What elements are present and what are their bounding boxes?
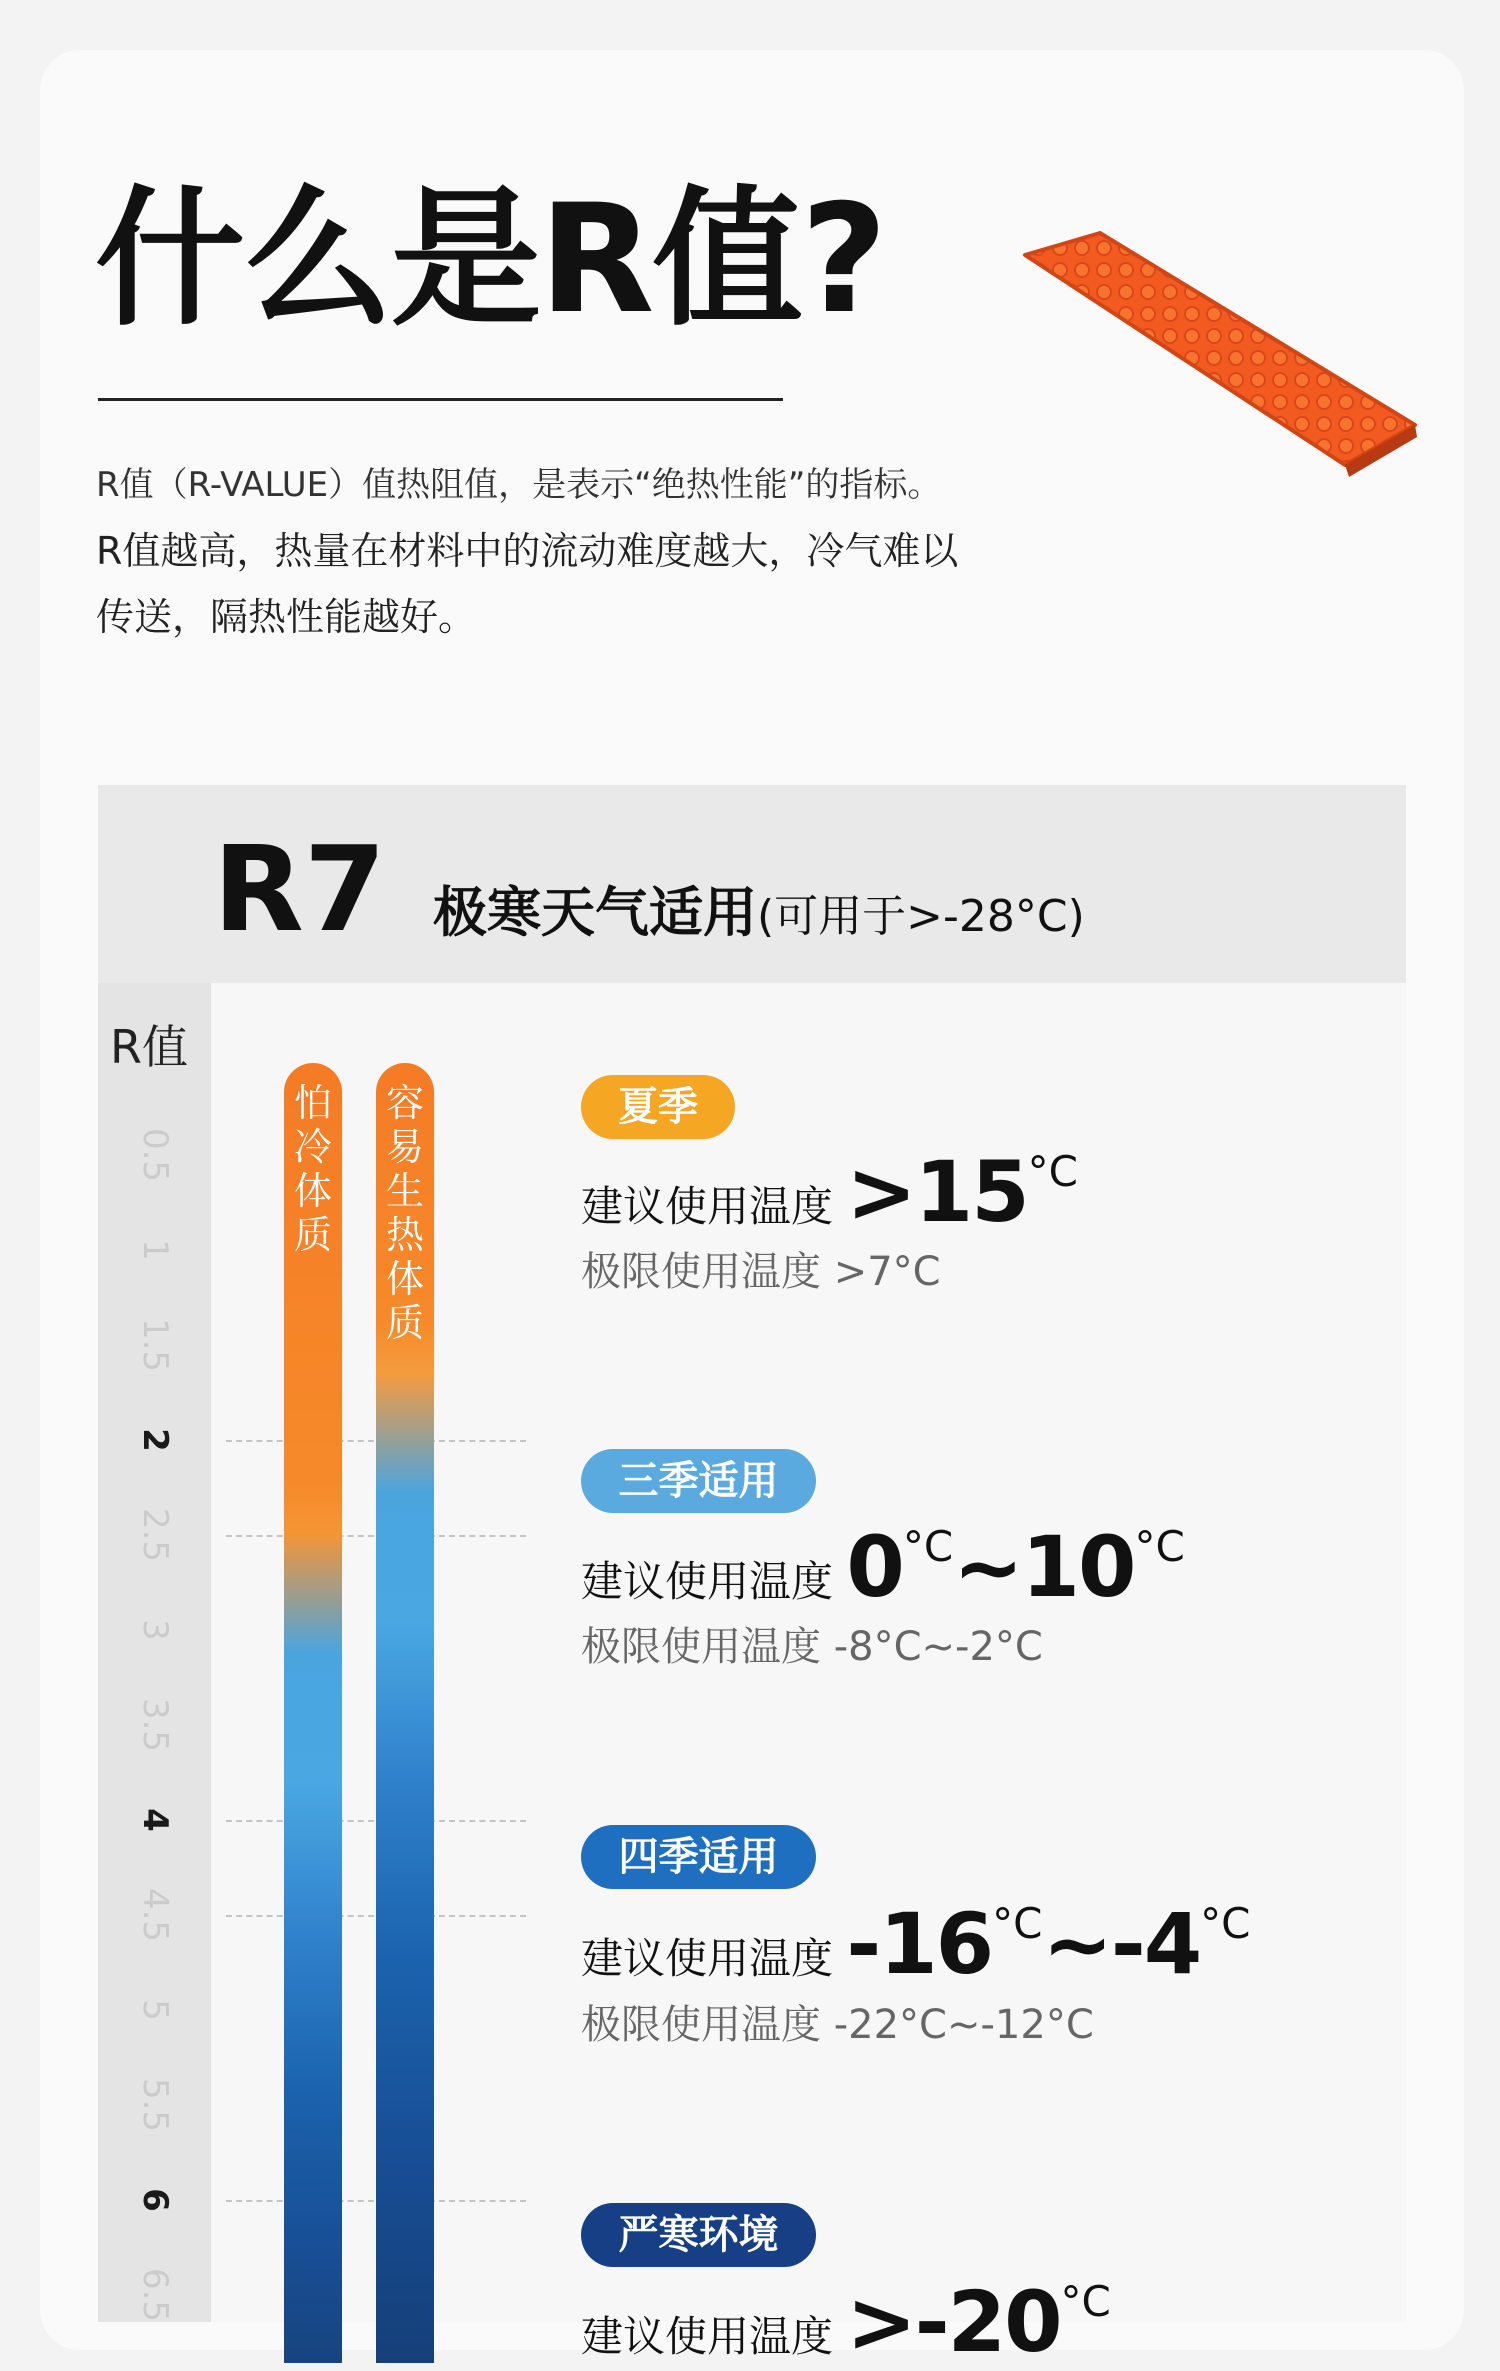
rec-unit-2: °C <box>1200 1899 1251 1948</box>
rec-unit: °C <box>1060 2277 1111 2326</box>
ruler-tick-3-5: 3.5 <box>135 1697 175 1753</box>
title-divider <box>98 398 783 401</box>
lim-label: 极限使用温度 <box>581 1249 821 1295</box>
page-title: 什么是R值? <box>95 173 886 347</box>
ruler-tick-2: 2 <box>135 1428 175 1452</box>
rec-label: 建议使用温度 <box>581 1934 834 1983</box>
r7-panel <box>98 785 1406 2371</box>
lim-value: >7°C <box>833 1249 941 1295</box>
desc-line-3: 传送，隔热性能越好。 <box>96 595 477 639</box>
desc-line-1: R值（R-VALUE）值热阻值，是表示“绝热性能”的指标。 <box>96 465 942 505</box>
lim-label: 极限使用温度 <box>581 1624 821 1670</box>
rec-value: >-20 <box>846 2273 1061 2371</box>
ruler-tick-0-5: 0.5 <box>135 1127 175 1183</box>
ruler-tick-4-5: 4.5 <box>135 1887 175 1943</box>
lim-label: 极限使用温度 <box>581 2002 821 2048</box>
r-value-description <box>96 452 1216 650</box>
panel-subtitle <box>433 870 1085 947</box>
ruler-tick-6-5: 6.5 <box>135 2267 175 2323</box>
rec-unit: °C <box>992 1899 1043 1948</box>
bar1-label: 怕冷体质 <box>293 1081 332 1257</box>
desc-line-2: R值越高，热量在材料中的流动难度越大，冷气难以 <box>96 529 959 573</box>
lim-value: -8°C~-2°C <box>833 1624 1043 1670</box>
panel-subtitle-text: 极寒天气适用 <box>433 881 757 944</box>
rec-value-2: ~10 <box>953 1518 1135 1616</box>
heat-prone-bar <box>376 1063 434 2363</box>
ruler-tick-2-5: 2.5 <box>135 1507 175 1563</box>
extreme-recommended <box>581 2273 1111 2371</box>
ruler-tick-5: 5 <box>135 1999 175 2021</box>
ruler-tick-4: 4 <box>135 1808 175 1832</box>
three-season-limit <box>581 1615 1043 1672</box>
three-season-recommended <box>581 1518 1185 1616</box>
r-rating-badge: R7 <box>213 820 386 958</box>
rec-value: -16 <box>846 1895 993 1993</box>
rec-unit-2: °C <box>1134 1522 1185 1571</box>
rec-label: 建议使用温度 <box>581 2312 834 2361</box>
season-summer-badge: 夏季 <box>581 1075 735 1139</box>
ruler-tick-1-5: 1.5 <box>135 1317 175 1373</box>
rec-value: 0 <box>846 1518 903 1616</box>
bar2-label: 容易生热体质 <box>385 1081 424 1345</box>
season-extreme-badge: 严寒环境 <box>581 2203 816 2267</box>
season-three-badge: 三季适用 <box>581 1449 816 1513</box>
summer-recommended <box>581 1143 1078 1241</box>
four-season-recommended <box>581 1895 1251 1993</box>
panel-subtitle-note: (可用于>-28°C) <box>757 891 1085 942</box>
rec-label: 建议使用温度 <box>581 1182 834 1231</box>
ruler-tick-1: 1 <box>135 1239 175 1261</box>
summer-limit <box>581 1240 941 1297</box>
ruler-tick-3: 3 <box>135 1619 175 1641</box>
rec-label: 建议使用温度 <box>581 1557 834 1606</box>
panel-header <box>98 785 1406 983</box>
ruler-tick-5-5: 5.5 <box>135 2077 175 2133</box>
rec-value: >15 <box>846 1143 1028 1241</box>
ruler-label: R值 <box>110 1020 188 1074</box>
ruler-tick-6: 6 <box>135 2188 175 2212</box>
cold-sensitive-bar <box>284 1063 342 2363</box>
rec-value-2: ~-4 <box>1042 1895 1201 1993</box>
season-four-badge: 四季适用 <box>581 1825 816 1889</box>
rec-unit: °C <box>1027 1147 1078 1196</box>
four-season-limit <box>581 1993 1094 2050</box>
rec-unit: °C <box>902 1522 954 1571</box>
lim-value: -22°C~-12°C <box>833 2002 1094 2048</box>
